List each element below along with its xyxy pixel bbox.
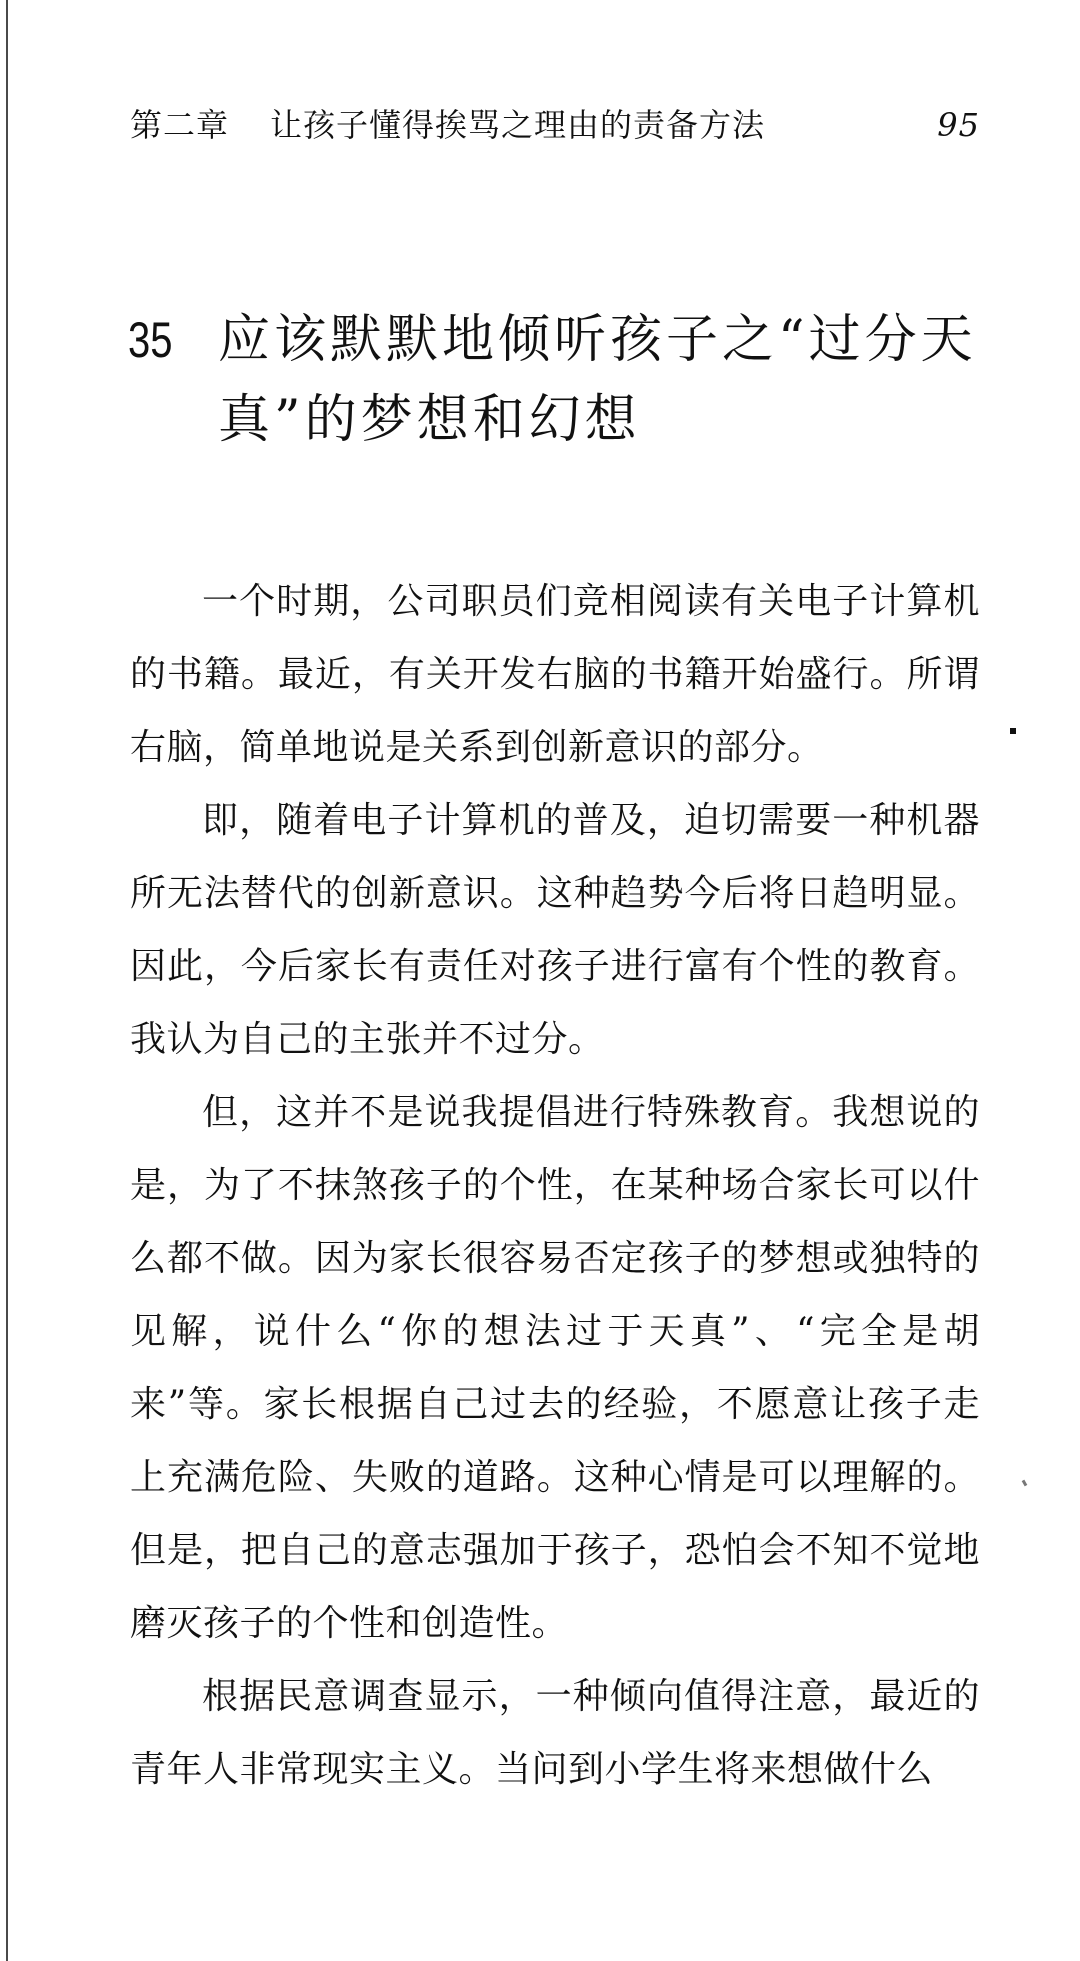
paragraph: 即，随着电子计算机的普及，迫切需要一种机器所无法替代的创新意识。这种趋势今后将日趋明显。因此，今后家长有责任对孩子进行富有个性的教育。我认为自己的主张并不过分。 bbox=[130, 800, 980, 1060]
paragraph: 但，这并不是说我提倡进行特殊教育。我想说的是，为了不抹煞孩子的个性，在某种场合家长可以什么都不做。因为家长很容易否定孩子的梦想或独特的见解，说什么“你的想法过于天真”、“完全是胡来”等。家长根据自己过去的经验，不愿意让孩子走上充满危险、失败的道路。这种心情是可以理解的。但是，把自己的意志强加于孩子，恐怕会不知不觉地磨灭孩子的个性和创造性。 bbox=[130, 1092, 980, 1644]
scan-mark bbox=[1022, 1480, 1028, 1487]
chapter-title: 让孩子懂得挨骂之理由的责备方法 bbox=[270, 106, 766, 144]
page-number: 95 bbox=[937, 106, 980, 144]
section-title: 应该默默地倾听孩子之“过分天真”的梦想和幻想 bbox=[218, 310, 977, 450]
paragraph: 一个时期，公司职员们竞相阅读有关电子计算机的书籍。最近，有关开发右脑的书籍开始盛行。所谓右脑，简单地说是关系到创新意识的部分。 bbox=[130, 581, 980, 768]
scan-speck bbox=[1010, 728, 1016, 734]
body-text bbox=[130, 565, 980, 1806]
chapter-label: 第二章 bbox=[130, 106, 230, 144]
page-edge-rule bbox=[6, 0, 8, 1961]
section-number: 35 bbox=[128, 312, 173, 368]
running-header bbox=[130, 100, 980, 150]
paragraph: 根据民意调查显示，一种倾向值得注意，最近的青年人非常现实主义。当问到小学生将来想做什么 bbox=[130, 1676, 980, 1790]
